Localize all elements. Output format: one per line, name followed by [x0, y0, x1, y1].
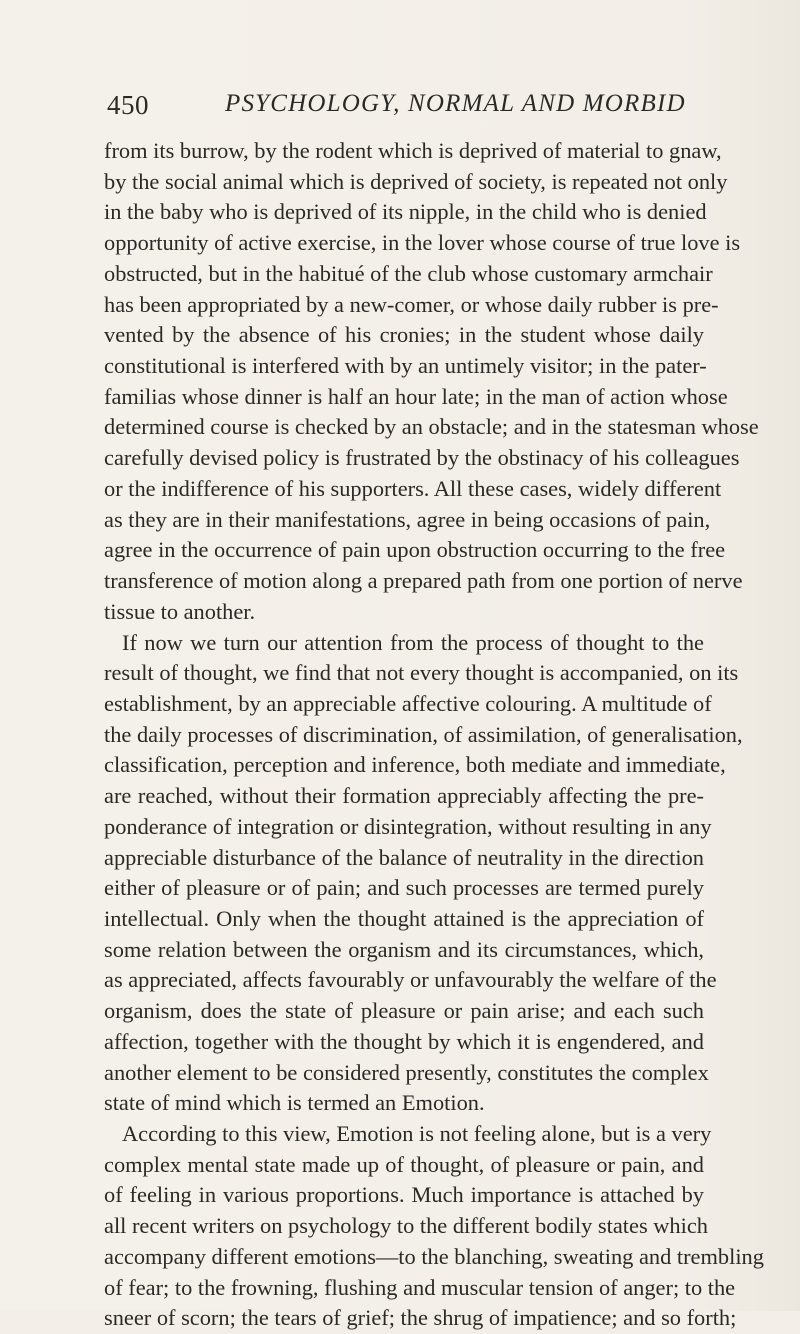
text-line: familias whose dinner is half an hour late; in the man of action whose: [104, 383, 728, 409]
text-line: classification, perception and inference, both mediate and immediate,: [104, 752, 726, 778]
text-line: obstructed, but in the habitué of the club whose customary armchair: [104, 260, 713, 286]
body-text: [104, 136, 764, 1334]
text-line: by the social animal which is deprived of society, is repeated not only: [104, 168, 728, 194]
text-line: establishment, by an appreciable affective colouring. A multitude of: [104, 690, 712, 716]
text-line: in the baby who is deprived of its nipple, in the child who is denied: [104, 199, 707, 225]
text-line: of fear; to the frowning, flushing and muscular tension of anger; to the: [104, 1274, 736, 1300]
text-line: from its burrow, by the rodent which is deprived of material to gnaw,: [104, 138, 722, 163]
text-line: as appreciated, affects favourably or unfavourably the welfare of the: [104, 967, 717, 993]
text-line: of feeling in various proportions. Much importance is attached by: [104, 1182, 704, 1208]
text-line: result of thought, we find that not every thought is accompanied, on its: [104, 660, 739, 686]
text-line: either of pleasure or of pain; and such processes are termed purely: [104, 875, 704, 901]
text-line: affection, together with the thought by which it is engendered, and: [104, 1028, 704, 1054]
text-line: appreciable disturbance of the balance of neutrality in the direction: [104, 844, 704, 870]
text-line: intellectual. Only when the thought attained is the appreciation of: [104, 905, 704, 931]
text-line: carefully devised policy is frustrated by the obstinacy of his colleagues: [104, 445, 740, 471]
text-line: opportunity of active exercise, in the lover whose course of true love is: [104, 230, 741, 256]
text-line: constitutional is interfered with by an untimely visitor; in the pater-: [104, 353, 707, 379]
text-line: are reached, without their formation appreciably affecting the pre-: [104, 783, 704, 809]
page-number: 450: [107, 90, 149, 120]
text-line: state of mind which is termed an Emotion.: [104, 1090, 485, 1116]
text-line: another element to be considered presently, constitutes the complex: [104, 1059, 709, 1085]
text-line: ponderance of integration or disintegration, without resulting in any: [104, 813, 712, 839]
text-line: If now we turn our attention from the process of thought to the: [122, 629, 704, 655]
text-line: as they are in their manifestations, agree in being occasions of pain,: [104, 506, 711, 532]
text-line: some relation between the organism and its circumstances, which,: [104, 936, 704, 962]
text-line: determined course is checked by an obstacle; and in the statesman whose: [104, 414, 759, 440]
text-line: agree in the occurrence of pain upon obstruction occurring to the free: [104, 537, 726, 563]
text-line: transference of motion along a prepared path from one portion of nerve: [104, 568, 743, 594]
text-line: all recent writers on psychology to the different bodily states which: [104, 1213, 708, 1239]
text-line: or the indifference of his supporters. All these cases, widely different: [104, 475, 722, 501]
page-header: [107, 90, 707, 130]
text-line: has been appropriated by a new-comer, or whose daily rubber is pre-: [104, 291, 719, 317]
running-title: PSYCHOLOGY, NORMAL AND MORBID: [225, 90, 686, 117]
text-line: sneer of scorn; the tears of grief; the shrug of impatience; and so forth;: [104, 1305, 737, 1331]
text-line: accompany different emotions—to the blanching, sweating and trembling: [104, 1243, 764, 1269]
text-line: organism, does the state of pleasure or pain arise; and each such: [104, 998, 704, 1024]
text-line: complex mental state made up of thought, of pleasure or pain, and: [104, 1151, 704, 1177]
text-line: tissue to another.: [104, 598, 256, 624]
text-line: vented by the absence of his cronies; in the student whose daily: [104, 322, 704, 348]
text-line: the daily processes of discrimination, of assimilation, of generalisation,: [104, 721, 743, 747]
text-line: According to this view, Emotion is not feeling alone, but is a very: [122, 1121, 712, 1146]
